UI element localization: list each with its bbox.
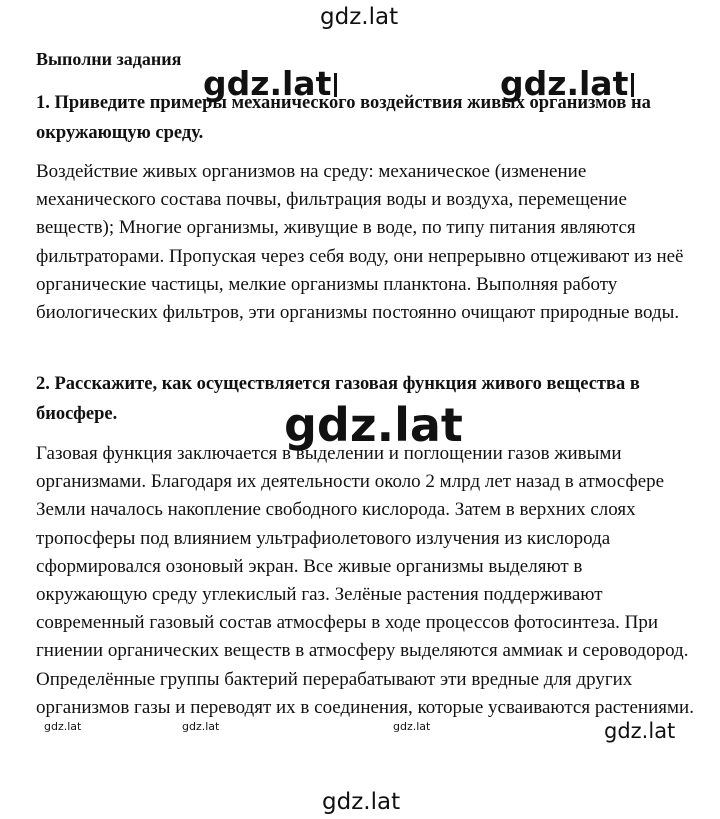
answer-1: Воздействие живых организмов на среду: механическое (изменение механического состава почвы, фильтрация воды и воздуха, перемещение веществ); Многие организмы, живущие в воде, по типу питания являются фильтраторами. Пропуская через себя воду, они непрерывно отцеживают из неё органические частицы, мелкие организмы планктона. Выполняя работу биологических фильтров, эти организмы постоянно очищают природные воды. <box>36 161 684 324</box>
watermark-center: gdz.lat <box>284 398 463 452</box>
watermark-bottom: gdz.lat <box>322 789 401 815</box>
watermark-small-3: gdz.lat <box>393 720 431 733</box>
watermark-big-right: gdz.lat <box>500 67 634 100</box>
question-1: 1. Приведите примеры механического воздействия живых организмов на окружающую среду. <box>36 93 651 143</box>
answer-2: Газовая функция заключается в выделении и поглощении газов живыми организмами. Благодаря их деятельности около 2 млрд лет назад в атмосфере Земли началось накопление свободного кислорода. Затем в верхних слоях тропосферы под влиянием ультрафиолетового излучения из кислорода сформировался озоновый экран. Все живые организмы выделяют в окружающую среду углекислый газ. Зелёные растения поддерживают современный газовый состав атмосферы в ходе процессов фотосинтеза. При гниении органических веществ в атмосферу выделяются аммиак и сероводород. Определённые группы бактерий перерабатывают эти вредные для других организмов газы и переводят их в соединения, которые усваиваются растениями. <box>36 443 694 718</box>
section-heading: Выполни задания <box>36 49 182 69</box>
watermark-big-left: gdz.lat <box>203 67 337 100</box>
watermark-top: gdz.lat <box>320 4 399 30</box>
watermark-small-1: gdz.lat <box>44 720 82 733</box>
watermark-right: gdz.lat <box>604 719 676 743</box>
question-2: 2. Расскажите, как осуществляется газовая функция живого вещества в биосфере. <box>36 374 640 424</box>
watermark-small-2: gdz.lat <box>182 720 220 733</box>
